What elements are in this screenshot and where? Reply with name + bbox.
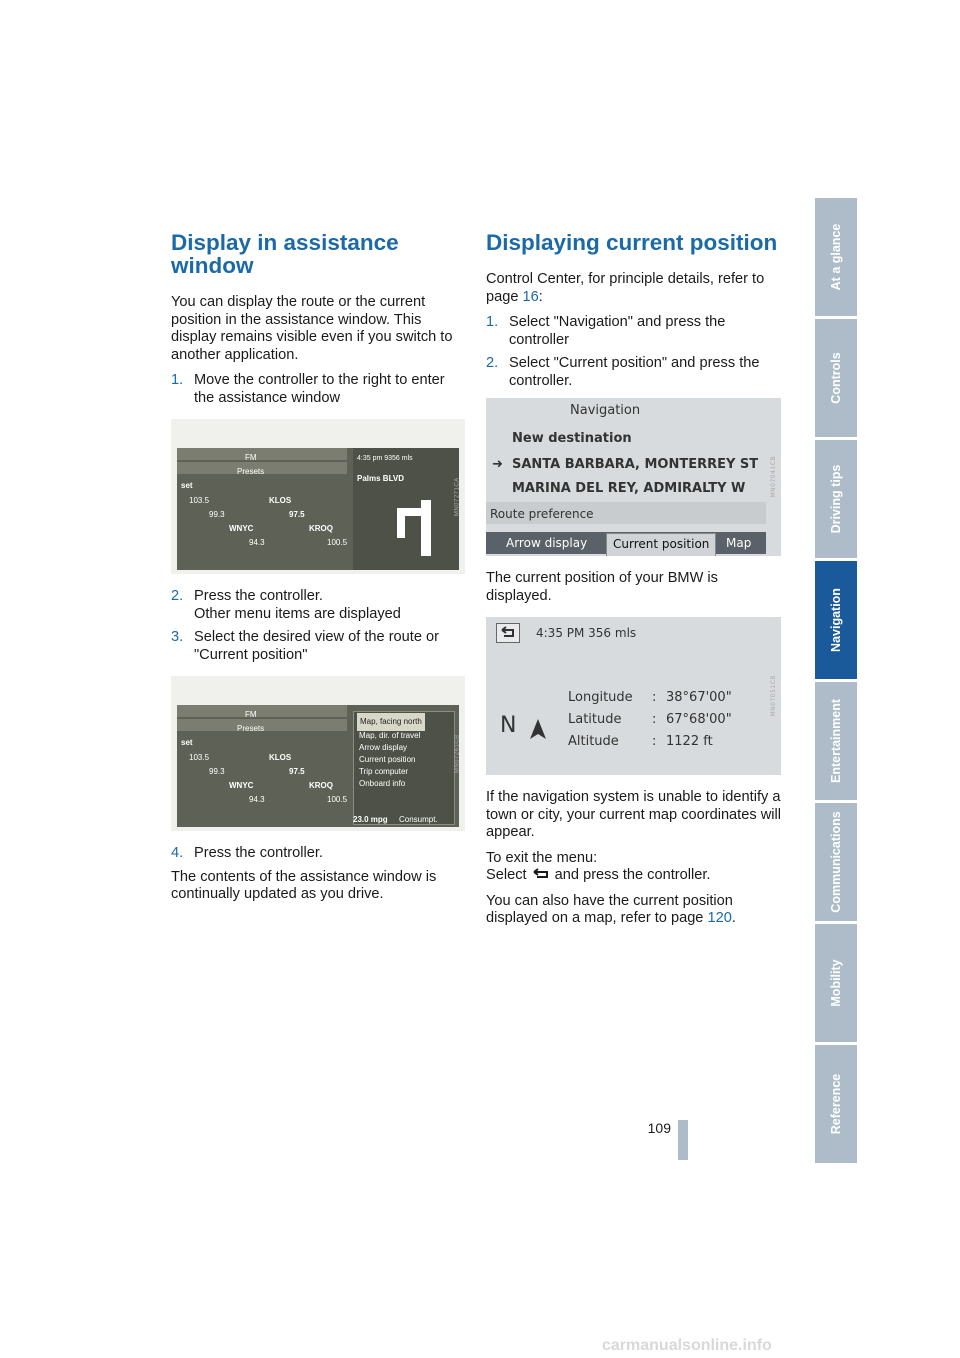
street-name: Palms BLVD: [357, 474, 404, 483]
set-label: set: [181, 481, 193, 490]
figure-code: MN07041CB: [770, 456, 778, 498]
latitude-label: Latitude: [568, 712, 622, 727]
step-1: [171, 372, 465, 407]
step-2: [486, 355, 781, 390]
assistance-menu-screenshot: [171, 676, 465, 831]
longitude-value: 38°67'00": [666, 690, 732, 705]
tab-driving-tips[interactable]: Driving tips: [815, 440, 857, 558]
tab-communications[interactable]: Communications: [815, 803, 857, 921]
exit-instructions: To exit the menu: Select and press the controller.: [486, 849, 711, 883]
step-text: Press the controller.: [194, 588, 323, 604]
screen-title: Navigation: [570, 403, 641, 418]
figure-code: MN07271CA: [454, 477, 461, 516]
menu-item-route-preference[interactable]: Route preference: [490, 507, 594, 521]
intro-paragraph: You can display the route or the current position in the assistance window. This display remains visible even if you switch to another application.: [171, 294, 453, 363]
band-label: FM: [245, 453, 257, 462]
navigation-menu-screenshot: [486, 398, 781, 556]
menu-item[interactable]: Trip computer: [359, 767, 409, 776]
menu-item[interactable]: Onboard info: [359, 779, 406, 788]
position-arrow-icon: [528, 717, 548, 741]
menu-item[interactable]: Current position: [359, 755, 416, 764]
step-number: 2.: [486, 355, 499, 371]
paragraph: The current position of your BMW is displayed.: [486, 570, 718, 604]
turn-arrow-icon: [387, 496, 439, 558]
step-number: 3.: [171, 629, 184, 645]
radio-screen: FM Presets set 103.5 KLOS 99.3 97.5 WNYC KROQ 94.3 100.5 4:35 pm 9356 mls Palms BLVD: [177, 448, 459, 570]
tab-at-a-glance[interactable]: At a glance: [815, 198, 857, 316]
intro-paragraph: Control Center, for principle details, refer to page 16:: [486, 271, 765, 305]
menu-item[interactable]: Map, dir. of travel: [359, 731, 421, 740]
altitude-label: Altitude: [568, 734, 619, 749]
page-link[interactable]: 120: [707, 910, 732, 926]
step-1: [486, 314, 781, 349]
tab-navigation[interactable]: Navigation: [815, 561, 857, 679]
tab-current-position[interactable]: Current position: [606, 533, 716, 556]
section-heading-assistance: Display in assistance window: [171, 230, 399, 278]
current-position-screenshot: 4:35 PM 356 mls Longitude Latitude Altitude : : : 38°67'00" 67°68'00" 1122 ft N MN07051CB: [486, 617, 781, 775]
back-icon: [531, 868, 551, 880]
paragraph: If the navigation system is unable to identify a town or city, your current map coordinates will appear.: [486, 789, 781, 840]
figure-code: MN07261CB: [454, 734, 461, 773]
menu-item-destination[interactable]: MARINA DEL REY, ADMIRALTY W: [512, 481, 746, 496]
back-button[interactable]: [496, 623, 520, 643]
page-number: 109: [647, 1120, 671, 1136]
status-readout: 4:35 pm 9356 mls: [357, 455, 413, 462]
status-readout: 4:35 PM 356 mls: [536, 626, 637, 640]
step-text: Move the controller to the right to enter the assistance window: [194, 372, 445, 406]
step-number: 1.: [486, 314, 499, 330]
left-column: [171, 231, 465, 912]
tab-mobility[interactable]: Mobility: [815, 924, 857, 1042]
step-text: Select "Navigation" and press the controller: [509, 314, 726, 348]
step-text: Other menu items are displayed: [194, 605, 401, 622]
tab-map[interactable]: Map: [726, 536, 752, 550]
menu-item[interactable]: Map, facing north: [357, 713, 425, 731]
longitude-label: Longitude: [568, 690, 633, 705]
step-number: 4.: [171, 845, 184, 861]
chapter-tabs: [815, 198, 857, 1166]
step-text: Select "Current position" and press the controller.: [509, 355, 760, 389]
map-reference: You can also have the current position displayed on a map, refer to page 120.: [486, 892, 736, 926]
back-icon: [497, 624, 519, 642]
step-4: [171, 845, 465, 863]
watermark: carmanualsonline.info: [602, 1337, 772, 1354]
tab-reference[interactable]: Reference: [815, 1045, 857, 1163]
consumption-label: Consumpt.: [399, 815, 438, 824]
tab-entertainment[interactable]: Entertainment: [815, 682, 857, 800]
figure-code: MN07051CB: [770, 675, 778, 717]
section-heading-current-position: Displaying current position: [486, 230, 778, 255]
consumption-value: 23.0 mpg: [353, 815, 388, 824]
presets-label: Presets: [237, 467, 265, 476]
step-2: [171, 588, 465, 623]
outro-paragraph: The contents of the assistance window is continually updated as you drive.: [171, 868, 437, 902]
page-link[interactable]: 16: [522, 288, 539, 305]
step-text: Press the controller.: [194, 845, 323, 861]
menu-item[interactable]: Arrow display: [359, 743, 408, 752]
tab-arrow-display[interactable]: Arrow display: [506, 536, 588, 550]
altitude-value: 1122 ft: [666, 734, 713, 749]
assistance-window-screenshot: [171, 419, 465, 574]
step-number: 1.: [171, 372, 184, 388]
menu-item-destination[interactable]: SANTA BARBARA, MONTERREY ST: [512, 457, 759, 472]
tab-controls[interactable]: Controls: [815, 319, 857, 437]
page-marker: [678, 1120, 688, 1160]
compass-north: N: [500, 713, 517, 738]
destination-arrow-icon: ➜: [492, 457, 503, 472]
right-column: [486, 231, 781, 936]
step-text: Select the desired view of the route or "Current position": [194, 629, 439, 663]
step-3: [171, 629, 465, 664]
menu-item-new-destination[interactable]: New destination: [512, 431, 632, 446]
radio-screen: FM Presets set 103.5 KLOS 99.3 97.5 WNYC KROQ 94.3 100.5 Map, facing north Map, dir. of travel Arrow display Current position Trip computer Onboard info 23.0 mpg Consumpt.: [177, 705, 459, 827]
step-number: 2.: [171, 588, 184, 604]
latitude-value: 67°68'00": [666, 712, 732, 727]
